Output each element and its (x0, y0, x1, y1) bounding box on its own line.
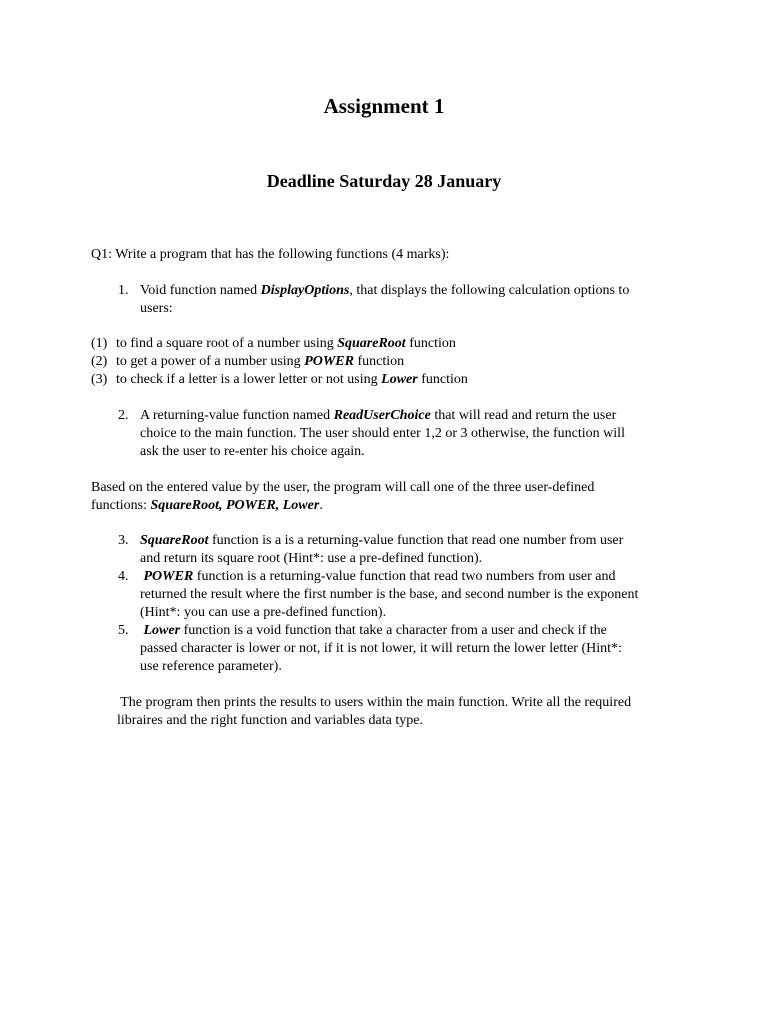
item-2-line-1: A returning-value function named ReadUserChoice that will read and return the user (140, 408, 617, 423)
item-5-line-2: passed character is lower or not, if it is not lower, it will return the lower letter (Hint*: (140, 641, 622, 656)
item-2-line-3: ask the user to re-enter his choice again. (140, 444, 365, 459)
item-3-line-2: and return its square root (Hint*: use a pre-defined function). (140, 551, 483, 566)
function-name: POWER (304, 354, 354, 369)
based-line-2: functions: SquareRoot, POWER, Lower. (91, 498, 323, 513)
function-name: Lower (381, 372, 418, 387)
item-5-line-1: Lower function is a void function that take a character from a user and check if the (143, 623, 607, 638)
item-number: 3. (118, 533, 129, 548)
closing-line-1: The program then prints the results to users within the main function. Write all the required (117, 695, 632, 710)
item-4-line-3: (Hint*: you can use a pre-defined function). (140, 605, 387, 620)
item-1-line-1: Void function named DisplayOptions, that displays the following calculation options to (140, 283, 630, 298)
item-number: 2. (118, 408, 129, 423)
function-name: SquareRoot (140, 533, 209, 548)
question-q1: Q1: Write a program that has the following functions (4 marks): (91, 247, 450, 262)
closing-line-2: libraires and the right function and variables data type. (117, 713, 423, 728)
option-number: (2) (91, 354, 108, 369)
function-names: SquareRoot, POWER, Lower (150, 498, 320, 513)
function-name: Lower (143, 623, 181, 638)
item-3-line-1: SquareRoot function is a is a returning-value function that read one number from user (140, 533, 624, 548)
based-line-1: Based on the entered value by the user, the program will call one of the three user-defined (91, 480, 595, 495)
function-name: POWER (143, 569, 194, 584)
option-1: to find a square root of a number using SquareRoot function (116, 336, 456, 351)
document-title: Assignment 1 (323, 94, 445, 118)
item-number: 4. (118, 569, 129, 584)
option-number: (3) (91, 372, 108, 387)
option-3: to check if a letter is a lower letter or not using Lower function (116, 372, 468, 387)
function-name: DisplayOptions (260, 283, 350, 298)
function-name: SquareRoot (337, 336, 406, 351)
item-5-line-3: use reference parameter). (140, 659, 282, 674)
item-2-line-2: choice to the main function. The user should enter 1,2 or 3 otherwise, the function will (140, 426, 625, 441)
item-4-line-2: returned the result where the first number is the base, and second number is the exponent (140, 587, 639, 602)
deadline-heading: Deadline Saturday 28 January (266, 171, 502, 191)
item-number: 1. (118, 283, 129, 298)
option-number: (1) (91, 336, 108, 351)
item-number: 5. (118, 623, 129, 638)
function-name: ReadUserChoice (333, 408, 431, 423)
item-1-line-2: users: (140, 301, 173, 316)
option-2: to get a power of a number using POWER function (116, 354, 405, 369)
item-4-line-1: POWER function is a returning-value function that read two numbers from user and (143, 569, 616, 584)
